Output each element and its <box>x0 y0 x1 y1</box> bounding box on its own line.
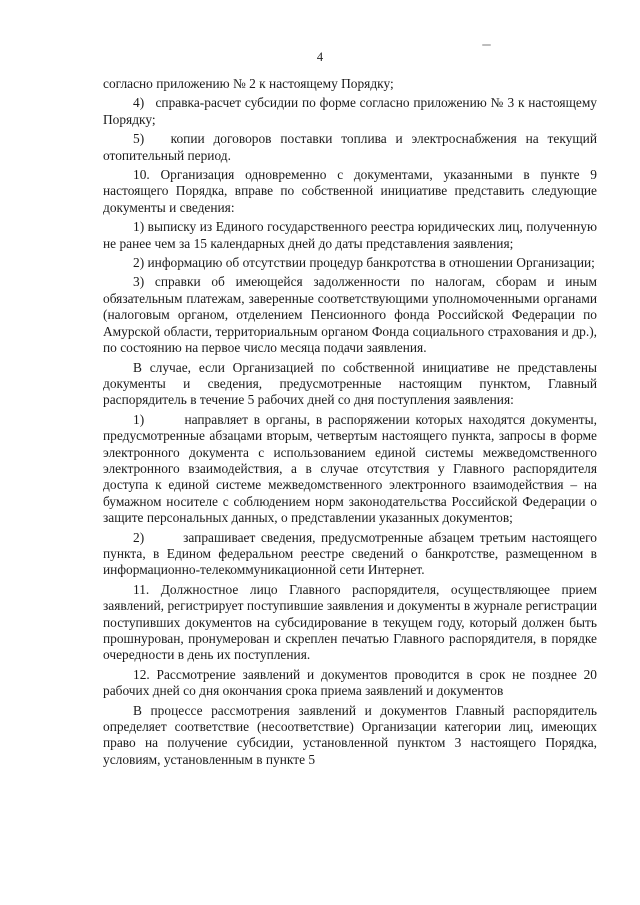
paragraph-if-not-submitted: В случае, если Организацией по собственной инициативе не представлены документы и сведения, предусмотренные настоящим пунктом, Главный распорядитель в течение 5 рабочих дней со дня поступления заявления: <box>103 359 597 408</box>
paragraph-clause-10: 10. Организация одновременно с документами, указанными в пункте 9 настоящего Порядка, вправе по собственной инициативе представить следующие документы и сведения: <box>103 167 597 215</box>
paragraph-item-4-subsidy-calc: 4) справка-расчет субсидии по форме согласно приложению № 3 к настоящему Порядку; <box>103 95 597 127</box>
document-body <box>103 76 597 771</box>
paragraph-review-process: В процессе рассмотрения заявлений и документов Главный распорядитель определяет соответствие (несоответствие) Организации категории лиц, имеющих право на получение субсидии, установленной пунктом 3 настоящего Порядка, условиям, установленным в пункте 5 <box>103 702 597 767</box>
paragraph-clause-10-item-3: 3) справки об имеющейся задолженности по налогам, сборам и иным обязательным платежам, заверенные соответствующими уполномоченными органами (налоговым органом, отделением Пенсионного фонда Российской Федерации по Амурской области, территориальным органом Фонда социального страхования и др.), по состоянию на первое число месяца подачи заявления. <box>103 274 597 356</box>
paragraph-clause-12: 12. Рассмотрение заявлений и документов проводится в срок не позднее 20 рабочих дней со дня окончания срока приема заявлений и документов <box>103 666 597 699</box>
paragraph-clause-11: 11. Должностное лицо Главного распорядителя, осуществляющее прием заявлений, регистрирует поступившие заявления и документы в журнале регистрации поступивших документов на субсидирование в текущем году, который должен быть прошнурован, пронумерован и скреплен печатью Главного распорядителя, в порядке очередности в день их поступления. <box>103 581 597 663</box>
page-number: 4 <box>316 50 324 64</box>
scan-artifact <box>482 44 491 46</box>
paragraph-request-item-1: 1) направляет в органы, в распоряжении которых находятся документы, предусмотренные абзацами вторым, четвертым настоящего пункта, запросы в форме электронного документа с использованием единой системы межведомственного электронного взаимодействия, а в случае отсутствия у Главного распорядителя доступа к единой системе межведомственного электронного взаимодействия – на бумажном носителе с соблюдением норм законодательства Российской Федерации о защите персональных данных, о представлении указанных документов; <box>103 411 597 526</box>
paragraph-clause-10-item-2: 2) информацию об отсутствии процедур банкротства в отношении Организации; <box>133 255 595 271</box>
paragraph-clause-10-item-1: 1) выписку из Единого государственного реестра юридических лиц, полученную не ранее чем за 15 календарных дней до даты представления заявления; <box>103 219 597 251</box>
paragraph-item-5-supply-contracts: 5) копии договоров поставки топлива и электроснабжения на текущий отопительный период. <box>103 131 597 163</box>
paragraph-request-item-2: 2) запрашивает сведения, предусмотренные абзацем третьим настоящего пункта, в Едином федеральном реестре сведений о банкротстве, размещенном в информационно-телекоммуникационной сети Интернет. <box>103 529 597 578</box>
paragraph-annex-2-continuation: согласно приложению № 2 к настоящему Порядку; <box>103 76 394 91</box>
